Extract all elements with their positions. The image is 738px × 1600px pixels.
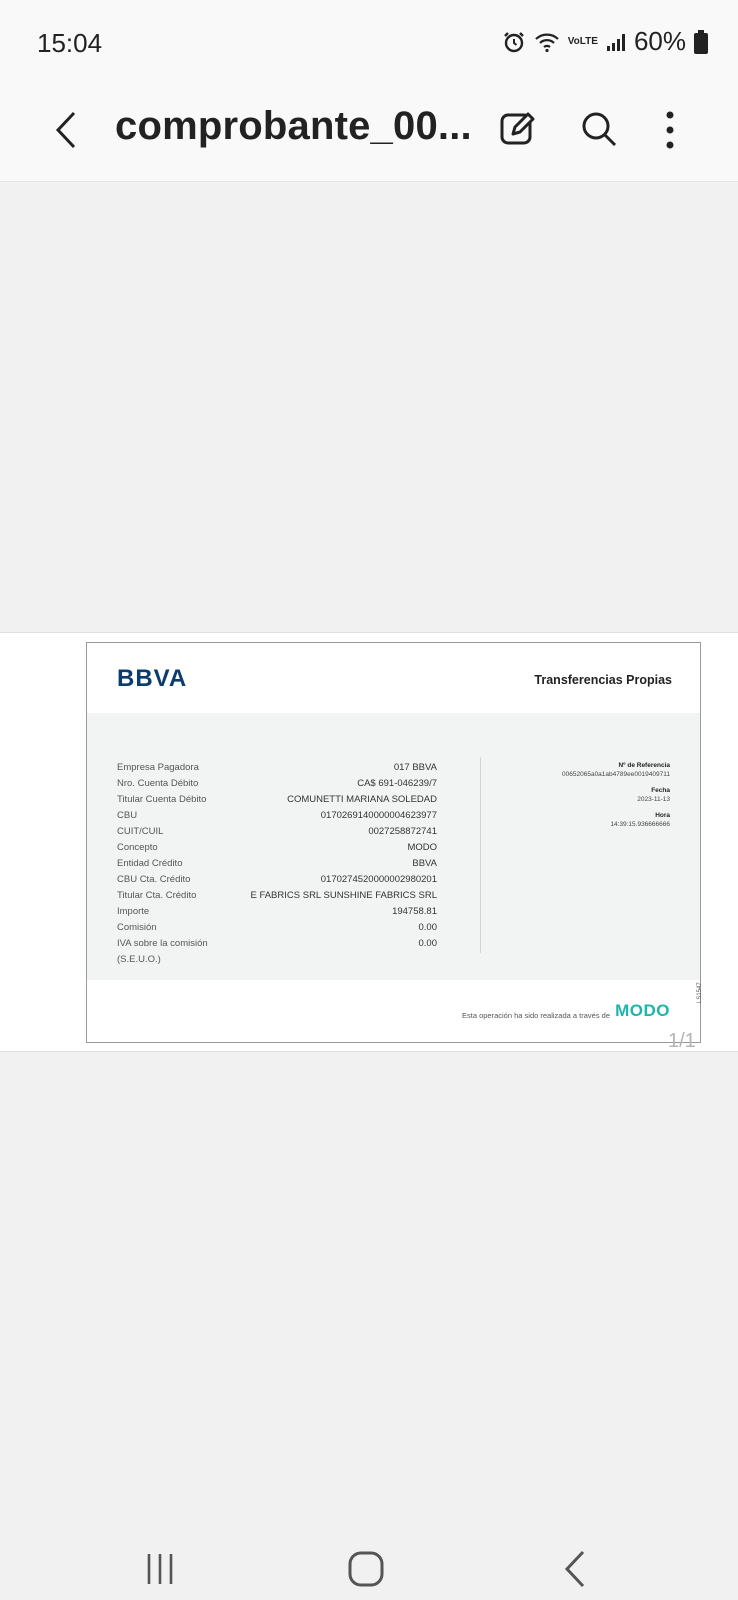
date-value: 2023-11-13 bbox=[637, 796, 670, 803]
field-label: IVA sobre la comisión bbox=[117, 938, 208, 949]
status-bar bbox=[0, 0, 738, 88]
field-value: COMUNETTI MARIANA SOLEDAD bbox=[287, 794, 437, 805]
field-value: CA$ 691-046239/7 bbox=[357, 778, 437, 789]
more-vert-icon bbox=[665, 110, 675, 155]
document-title: comprobante_00... bbox=[115, 104, 472, 148]
volte-label bbox=[568, 37, 598, 46]
document-body bbox=[87, 713, 700, 980]
field-value: 0027258872741 bbox=[368, 826, 437, 837]
modo-logo: MODO bbox=[615, 1001, 670, 1020]
bbva-logo: BBVA bbox=[117, 665, 188, 692]
recent-apps-button[interactable] bbox=[130, 1543, 190, 1600]
search-button[interactable] bbox=[577, 106, 621, 156]
field-label: Entidad Crédito bbox=[117, 858, 183, 869]
field-label: Importe bbox=[117, 906, 150, 917]
back-nav-button[interactable] bbox=[545, 1543, 605, 1600]
field-value: BBVA bbox=[412, 858, 437, 869]
field-label: Titular Cta. Crédito bbox=[117, 890, 197, 901]
field-label: CBU bbox=[117, 810, 138, 821]
document-header bbox=[87, 643, 700, 713]
document-heading: Transferencias Propias bbox=[534, 673, 672, 687]
field-value: E FABRICS SRL SUNSHINE FABRICS SRL bbox=[250, 890, 437, 901]
field-label: (S.E.U.O.) bbox=[117, 954, 161, 965]
field-label: Concepto bbox=[117, 842, 158, 853]
side-code: LS1547 bbox=[697, 982, 703, 1003]
footer-text: Esta operación ha sido realizada a través de bbox=[461, 1011, 610, 1020]
home-icon bbox=[347, 1550, 385, 1593]
more-options-button[interactable] bbox=[650, 104, 690, 160]
battery-percent: 60% bbox=[633, 26, 686, 56]
edit-button[interactable] bbox=[496, 106, 540, 156]
time-value: 14:39:15.936666666 bbox=[610, 821, 670, 828]
status-icons bbox=[502, 26, 708, 57]
column-divider bbox=[480, 757, 481, 953]
battery-icon bbox=[694, 30, 708, 54]
volte-top: Vo bbox=[567, 36, 580, 47]
recent-apps-icon bbox=[145, 1552, 175, 1591]
field-value: MODO bbox=[407, 842, 437, 853]
app-bar bbox=[0, 88, 738, 182]
field-value: 0.00 bbox=[418, 922, 437, 933]
field-value: 0.00 bbox=[418, 938, 437, 949]
home-button[interactable] bbox=[336, 1543, 396, 1600]
back-button[interactable] bbox=[46, 102, 86, 162]
date-label: Fecha bbox=[651, 787, 670, 794]
field-label: CUIT/CUIL bbox=[117, 826, 164, 837]
search-icon bbox=[580, 110, 618, 153]
field-label: Empresa Pagadora bbox=[117, 762, 199, 773]
field-value bbox=[237, 952, 437, 968]
volte-bottom: LTE bbox=[579, 36, 598, 47]
back-nav-icon bbox=[564, 1550, 586, 1593]
page-indicator: 1/1 bbox=[668, 1030, 696, 1052]
alarm-icon bbox=[502, 30, 526, 54]
field-value: 017 BBVA bbox=[393, 762, 437, 773]
field-value: 194758.81 bbox=[392, 906, 437, 917]
field-value: 0170269140000004623977 bbox=[320, 810, 437, 821]
edit-icon bbox=[499, 110, 537, 153]
reference-value: 00652065a0a1ab4789ee0019409711 bbox=[562, 771, 670, 778]
field-value: 0170274520000002980201 bbox=[320, 874, 437, 885]
field-label: CBU Cta. Crédito bbox=[117, 874, 191, 885]
wifi-icon bbox=[534, 31, 560, 53]
reference-column bbox=[490, 761, 670, 836]
status-time: 15:04 bbox=[37, 28, 103, 58]
document-page[interactable] bbox=[86, 642, 701, 1043]
field-label: Nro. Cuenta Débito bbox=[117, 778, 199, 789]
field-label: Comisión bbox=[117, 922, 157, 933]
field-labels bbox=[117, 760, 208, 968]
time-label: Hora bbox=[655, 812, 670, 819]
field-values bbox=[237, 760, 437, 968]
reference-label: Nº de Referencia bbox=[618, 762, 670, 769]
navigation-bar bbox=[0, 1543, 738, 1600]
back-icon bbox=[54, 110, 78, 155]
signal-icon bbox=[606, 32, 626, 52]
field-label: Titular Cuenta Débito bbox=[117, 794, 207, 805]
